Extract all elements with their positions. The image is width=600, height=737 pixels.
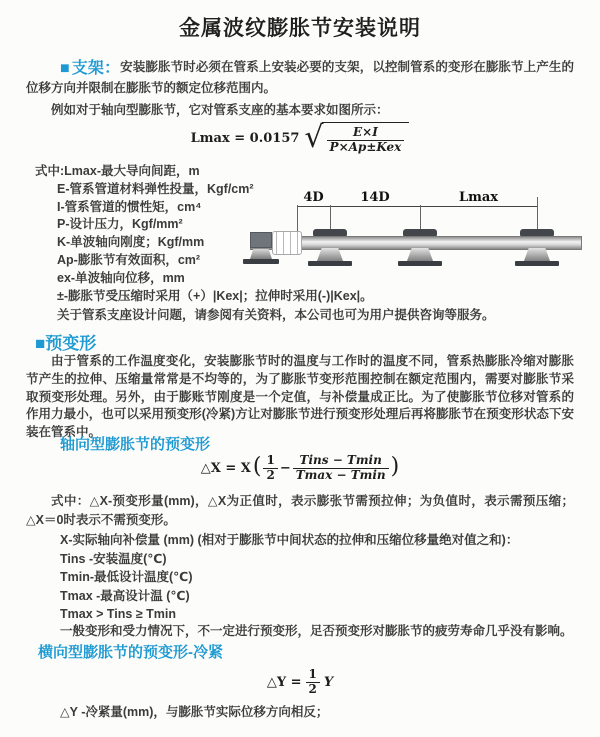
support-section-heading	[60, 60, 120, 77]
support-clamp	[520, 229, 554, 236]
support-example-line: 例如对于轴向型膨胀节，它对管系支座的基本要求如图所示：	[51, 103, 389, 117]
pipe-guide-support	[398, 229, 442, 268]
minus-sign: −	[279, 460, 291, 476]
pipe-guide-support	[308, 229, 352, 268]
anchor-block	[250, 232, 272, 248]
definition-item: Ap-膨胀节有效面积，cm²	[57, 252, 201, 267]
definition-item: E-管系管道材料弹性投量，Kgf/cm²	[57, 181, 254, 196]
predeform-section-heading	[35, 329, 96, 354]
half-numerator: 1	[308, 667, 317, 681]
page-title: 金属波纹膨胀节安装说明	[179, 17, 421, 40]
lateral-formula-lhs: △Y =	[266, 674, 302, 690]
anchor-base	[243, 259, 279, 264]
axial-note-line: 一般变形和受力情况下，不一定进行预变形，足否预变形对膨胀节的疲劳寿命几乎没有影响。	[60, 624, 573, 638]
axial-formula-lhs: △X = X	[200, 460, 251, 476]
definition-item: K-单波轴向刚度；Kgf/mm	[57, 235, 205, 250]
definition-item: Tmax > Tins ≥ Tmin	[60, 607, 177, 622]
axial-predeform-formula	[0, 454, 600, 483]
temperature-numerator: Tins − Tmin	[299, 453, 382, 467]
half-fraction	[306, 668, 320, 697]
lateral-subheading: 横向型膨胀节的预变形-冷紧	[38, 644, 223, 661]
support-base	[398, 261, 442, 266]
lateral-predeform-formula	[0, 668, 600, 697]
open-paren: (	[252, 454, 262, 480]
definition-item: ex-单波轴向位移，mm	[57, 270, 185, 285]
half-denominator: 2	[263, 468, 277, 483]
lmax-formula	[0, 122, 600, 155]
definition-item: Tmin-最低设计温度(℃)	[60, 570, 193, 585]
definition-item: I-管系管道的惯性矩，cm⁴	[57, 199, 202, 214]
support-intro-paragraph	[26, 57, 574, 99]
axial-definitions-list	[60, 531, 518, 624]
radical-sign-icon: √	[304, 120, 324, 155]
pipe-guide-support	[515, 229, 559, 268]
support-clamp	[313, 229, 347, 236]
section-bullet-icon: ■	[60, 60, 72, 77]
lateral-formula-rhs: Y	[323, 674, 334, 690]
anchor-pedestal	[250, 249, 272, 259]
temperature-denominator: Tmax − Tmin	[293, 468, 389, 483]
definition-item: ±-膨胀节受压缩时采用（+）|Kex|；拉伸时采用(-)|Kex|。	[57, 288, 373, 303]
support-heading-label: 支架：	[71, 60, 121, 77]
radical-content	[322, 122, 410, 155]
lateral-explain-line: △Y -冷紧量(mm)，与膨胀节实际位移方向相反；	[60, 705, 329, 719]
dimension-label-14d: 14D	[330, 191, 420, 205]
half-denominator: 2	[306, 682, 320, 697]
predeform-heading-label: 预变形	[45, 334, 97, 353]
axial-subheading: 轴向型膨胀节的预变形	[60, 436, 211, 453]
definition-item: X-实际轴向补偿量 (mm) (相对于膨胀节中间状态的拉伸和压缩位移量绝对值之和)：	[60, 533, 519, 547]
axial-explain-paragraph: 式中：△X-预变形量(mm)，△X为正值时，表示膨张节需预拉伸；为负值时，表示需预压缩；△X＝0时表示不需预变形。	[26, 494, 574, 527]
support-base	[515, 261, 559, 266]
predeform-body-paragraph: 由于管系的工作温度变化，安装膨胀节时的温度与工作时的温度不同，管系热膨胀冷缩对膨胀节产生的拉伸、压缩量常常是不均等的，为了膨胀节变形范围控制在额定范围内，需要对膨胀节采取预变形处理。另外，由于膨账节刚度是一个定值，与补偿量成正比。为了使膨胀节位移对管系的作用力最小，也可以采用预变形(冷紧)方让对膨胀节进行预变形处理后再将膨胀节在预变形状态下安装在管系中。	[26, 354, 574, 440]
close-paren: )	[390, 454, 400, 480]
support-base	[308, 261, 352, 266]
support-clamp	[403, 229, 437, 236]
support-pedestal	[317, 248, 343, 261]
support-intro-text: 安装膨胀节时必须在管系上安装必要的支架，以控制管系的变形在膨胀节上产生的位移方向并限制在膨胀节的额定位移范围内。	[26, 60, 574, 95]
dimension-line	[297, 206, 537, 207]
lmax-fraction-numerator: E×I	[353, 125, 378, 139]
lmax-fraction-denominator: P×Ap±Kex	[327, 140, 405, 155]
lmax-fraction	[327, 126, 405, 155]
temperature-fraction	[293, 454, 389, 483]
dimension-tick	[537, 197, 538, 233]
support-pedestal	[407, 248, 433, 261]
consult-line: 关于管系支座设计问题，请参阅有关资料，本公司也可为用户提供咨询等服务。	[57, 308, 495, 322]
dimension-label-lmax: Lmax	[420, 191, 537, 205]
definition-item: Tmax -最高设计温 (℃)	[60, 588, 190, 603]
bellows-icon	[272, 231, 302, 255]
half-fraction	[263, 454, 277, 483]
definition-item: Tins -安装温度(℃)	[60, 551, 167, 566]
section-bullet-icon: ■	[35, 334, 46, 353]
lmax-formula-lhs: Lmax = 0.0157	[190, 130, 300, 146]
half-numerator: 1	[266, 453, 275, 467]
definition-item: P-设计压力，Kgf/mm²	[57, 217, 183, 232]
radical	[304, 122, 409, 155]
support-pedestal	[524, 248, 550, 261]
pipe-support-diagram	[248, 192, 593, 288]
dimension-label-4d: 4D	[297, 191, 330, 205]
definition-item: 式中:Lmax-最大导向间距，m	[35, 164, 200, 178]
